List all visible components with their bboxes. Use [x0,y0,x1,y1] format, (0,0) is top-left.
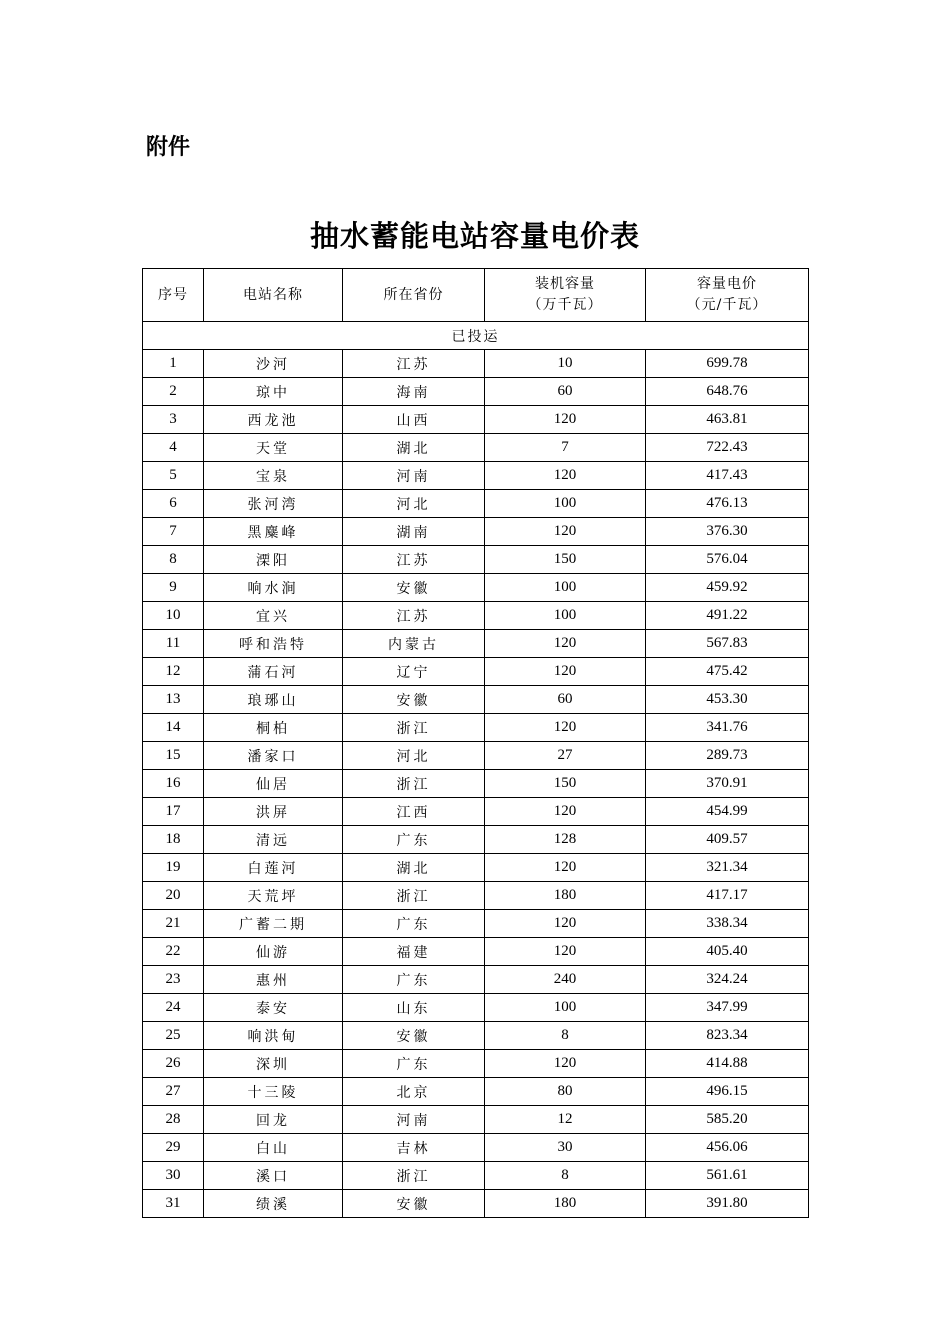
row-province: 湖南 [343,518,485,546]
table-row [143,462,809,490]
table-row [143,658,809,686]
row-index: 6 [143,490,204,518]
table-row [143,826,809,854]
header-station: 电站名称 [204,269,343,322]
table-row [143,994,809,1022]
row-station-name: 蒲石河 [204,658,343,686]
table-row [143,798,809,826]
table-row [143,490,809,518]
table-row [143,714,809,742]
row-index: 31 [143,1190,204,1218]
header-capacity-unit: （万千瓦） [527,297,603,313]
row-station-name: 张河湾 [204,490,343,518]
row-province: 安徽 [343,1022,485,1050]
row-price: 453.30 [646,686,809,714]
row-province: 江苏 [343,602,485,630]
row-station-name: 响水涧 [204,574,343,602]
table-row [143,630,809,658]
row-price: 289.73 [646,742,809,770]
row-price: 376.30 [646,518,809,546]
table-row [143,742,809,770]
table-row [143,910,809,938]
row-price: 417.17 [646,882,809,910]
row-index: 20 [143,882,204,910]
row-price: 405.40 [646,938,809,966]
row-province: 内蒙古 [343,630,485,658]
row-price: 341.76 [646,714,809,742]
row-capacity: 120 [485,406,646,434]
table-row [143,350,809,378]
table-row [143,546,809,574]
header-price [646,269,809,322]
row-station-name: 溧阳 [204,546,343,574]
page-title: 抽水蓄能电站容量电价表 [309,219,640,253]
row-price: 476.13 [646,490,809,518]
table-row [143,686,809,714]
row-station-name: 清远 [204,826,343,854]
row-index: 7 [143,518,204,546]
row-price: 347.99 [646,994,809,1022]
row-price: 567.83 [646,630,809,658]
table-row [143,1078,809,1106]
row-capacity: 100 [485,602,646,630]
row-province: 广东 [343,966,485,994]
table-row [143,1134,809,1162]
row-price: 324.24 [646,966,809,994]
row-station-name: 十三陵 [204,1078,343,1106]
row-province: 广东 [343,826,485,854]
row-index: 16 [143,770,204,798]
row-index: 13 [143,686,204,714]
row-capacity: 120 [485,518,646,546]
row-province: 辽宁 [343,658,485,686]
row-province: 福建 [343,938,485,966]
row-capacity: 7 [485,434,646,462]
table-row [143,518,809,546]
row-province: 湖北 [343,434,485,462]
row-index: 28 [143,1106,204,1134]
row-price: 496.15 [646,1078,809,1106]
row-station-name: 白山 [204,1134,343,1162]
table-row [143,378,809,406]
row-province: 北京 [343,1078,485,1106]
table-row [143,1106,809,1134]
row-index: 21 [143,910,204,938]
row-index: 19 [143,854,204,882]
table-row [143,770,809,798]
row-price: 454.99 [646,798,809,826]
row-province: 山东 [343,994,485,1022]
row-station-name: 溪口 [204,1162,343,1190]
row-index: 1 [143,350,204,378]
table-row [143,574,809,602]
row-province: 江西 [343,798,485,826]
row-index: 9 [143,574,204,602]
header-price-title: 容量电价 [697,276,757,292]
row-station-name: 呼和浩特 [204,630,343,658]
row-capacity: 100 [485,574,646,602]
table-row [143,966,809,994]
row-index: 3 [143,406,204,434]
row-price: 722.43 [646,434,809,462]
row-province: 浙江 [343,770,485,798]
table-row [143,406,809,434]
table-row [143,1050,809,1078]
row-province: 湖北 [343,854,485,882]
row-province: 浙江 [343,882,485,910]
row-station-name: 惠州 [204,966,343,994]
row-province: 海南 [343,378,485,406]
row-index: 22 [143,938,204,966]
row-station-name: 西龙池 [204,406,343,434]
row-capacity: 8 [485,1162,646,1190]
row-price: 576.04 [646,546,809,574]
row-station-name: 潘家口 [204,742,343,770]
row-index: 30 [143,1162,204,1190]
row-province: 江苏 [343,546,485,574]
row-station-name: 仙居 [204,770,343,798]
row-station-name: 琼中 [204,378,343,406]
row-capacity: 120 [485,798,646,826]
row-province: 吉林 [343,1134,485,1162]
row-price: 561.61 [646,1162,809,1190]
row-capacity: 120 [485,910,646,938]
attachment-label: 附件 [146,135,191,160]
row-province: 广东 [343,1050,485,1078]
row-capacity: 180 [485,882,646,910]
header-province: 所在省份 [343,269,485,322]
row-index: 24 [143,994,204,1022]
row-index: 29 [143,1134,204,1162]
row-station-name: 沙河 [204,350,343,378]
row-index: 5 [143,462,204,490]
row-station-name: 回龙 [204,1106,343,1134]
row-station-name: 宜兴 [204,602,343,630]
row-price: 823.34 [646,1022,809,1050]
row-index: 4 [143,434,204,462]
row-station-name: 响洪甸 [204,1022,343,1050]
table-row [143,854,809,882]
table-row [143,1162,809,1190]
row-price: 391.80 [646,1190,809,1218]
header-index: 序号 [143,269,204,322]
section-row [143,322,809,350]
row-capacity: 60 [485,686,646,714]
table-row [143,1022,809,1050]
row-province: 浙江 [343,1162,485,1190]
row-capacity: 120 [485,1050,646,1078]
row-province: 山西 [343,406,485,434]
table-header-row [143,269,809,322]
row-capacity: 180 [485,1190,646,1218]
row-province: 河北 [343,742,485,770]
row-capacity: 120 [485,658,646,686]
row-province: 安徽 [343,686,485,714]
table-row [143,938,809,966]
row-province: 浙江 [343,714,485,742]
row-station-name: 天堂 [204,434,343,462]
table-row [143,434,809,462]
table-row [143,1190,809,1218]
row-index: 8 [143,546,204,574]
row-price: 585.20 [646,1106,809,1134]
table-row [143,602,809,630]
row-station-name: 仙游 [204,938,343,966]
row-index: 10 [143,602,204,630]
row-index: 12 [143,658,204,686]
row-station-name: 洪屏 [204,798,343,826]
row-index: 11 [143,630,204,658]
row-index: 27 [143,1078,204,1106]
row-province: 河南 [343,1106,485,1134]
row-price: 414.88 [646,1050,809,1078]
row-price: 409.57 [646,826,809,854]
table-row [143,882,809,910]
row-capacity: 100 [485,490,646,518]
row-province: 安徽 [343,1190,485,1218]
row-station-name: 宝泉 [204,462,343,490]
row-capacity: 27 [485,742,646,770]
row-capacity: 100 [485,994,646,1022]
row-capacity: 120 [485,630,646,658]
row-price: 338.34 [646,910,809,938]
row-price: 321.34 [646,854,809,882]
row-capacity: 120 [485,714,646,742]
price-table [142,268,809,1218]
header-price-unit: （元/千瓦） [686,297,768,313]
header-capacity [485,269,646,322]
row-index: 17 [143,798,204,826]
row-station-name: 广蓄二期 [204,910,343,938]
row-capacity: 128 [485,826,646,854]
row-province: 河北 [343,490,485,518]
row-station-name: 桐柏 [204,714,343,742]
row-station-name: 天荒坪 [204,882,343,910]
row-capacity: 120 [485,462,646,490]
row-price: 491.22 [646,602,809,630]
row-station-name: 白莲河 [204,854,343,882]
row-index: 23 [143,966,204,994]
row-index: 15 [143,742,204,770]
row-index: 14 [143,714,204,742]
row-price: 648.76 [646,378,809,406]
row-capacity: 240 [485,966,646,994]
row-index: 25 [143,1022,204,1050]
row-station-name: 绩溪 [204,1190,343,1218]
row-price: 417.43 [646,462,809,490]
row-capacity: 60 [485,378,646,406]
row-province: 安徽 [343,574,485,602]
row-price: 370.91 [646,770,809,798]
row-capacity: 120 [485,854,646,882]
row-capacity: 120 [485,938,646,966]
row-province: 广东 [343,910,485,938]
row-capacity: 12 [485,1106,646,1134]
section-label: 已投运 [143,322,809,350]
row-capacity: 80 [485,1078,646,1106]
row-capacity: 10 [485,350,646,378]
row-capacity: 150 [485,546,646,574]
header-capacity-title: 装机容量 [535,276,595,292]
row-province: 江苏 [343,350,485,378]
row-station-name: 泰安 [204,994,343,1022]
row-price: 699.78 [646,350,809,378]
row-capacity: 30 [485,1134,646,1162]
row-price: 459.92 [646,574,809,602]
row-capacity: 150 [485,770,646,798]
row-index: 26 [143,1050,204,1078]
row-price: 463.81 [646,406,809,434]
row-station-name: 琅琊山 [204,686,343,714]
row-price: 456.06 [646,1134,809,1162]
row-price: 475.42 [646,658,809,686]
row-capacity: 8 [485,1022,646,1050]
row-index: 18 [143,826,204,854]
row-station-name: 深圳 [204,1050,343,1078]
row-province: 河南 [343,462,485,490]
row-index: 2 [143,378,204,406]
row-station-name: 黑麋峰 [204,518,343,546]
